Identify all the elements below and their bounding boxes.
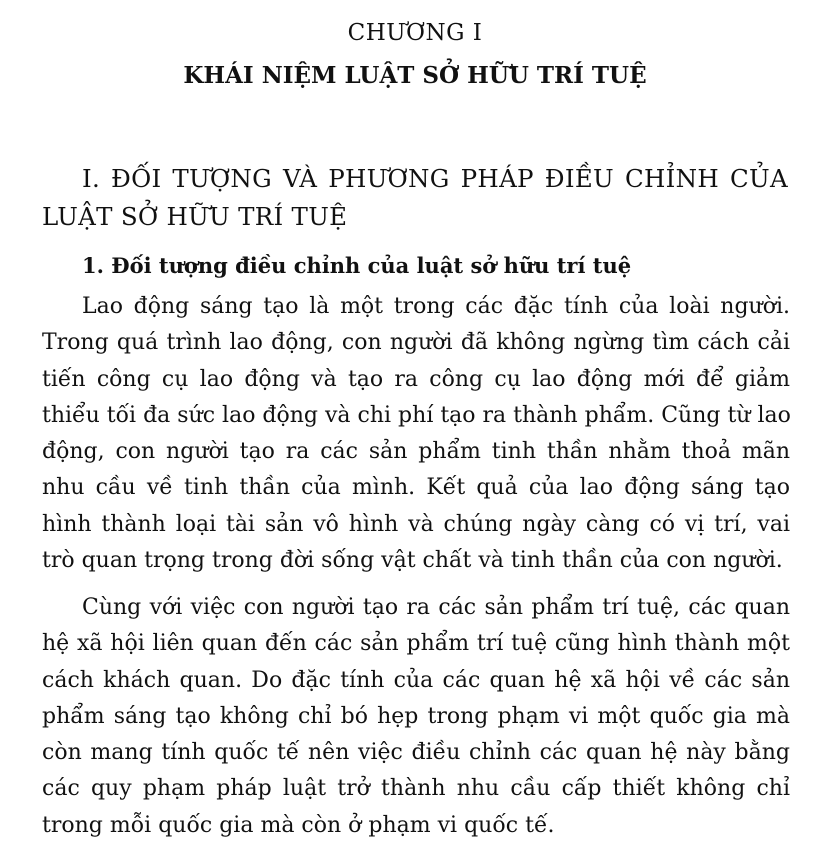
paragraph-line: tiến công cụ lao động và tạo ra công cụ lao động mới để giảm (42, 366, 790, 392)
paragraph-line: các quy phạm pháp luật trở thành nhu cầu cấp thiết không chỉ (42, 776, 790, 802)
section-heading-line-1: I. ĐỐI TƯỢNG VÀ PHƯƠNG PHÁP ĐIỀU CHỈNH CỦA (82, 164, 788, 193)
paragraph-line: nhu cầu về tinh thần của mình. Kết quả của lao động sáng tạo (42, 475, 790, 501)
paragraph-line: phẩm sáng tạo không chỉ bó hẹp trong phạm vi một quốc gia mà (42, 703, 790, 729)
subsection-heading: 1. Đối tượng điều chỉnh của luật sở hữu trí tuệ (82, 253, 632, 278)
paragraph-line: hệ xã hội liên quan đến các sản phẩm trí tuệ cũng hình thành một (42, 631, 790, 657)
section-heading (42, 160, 788, 236)
section-heading-line-2: LUẬT SỞ HỮU TRÍ TUỆ (42, 202, 348, 231)
paragraph-line: thiểu tối đa sức lao động và chi phí tạo ra thành phẩm. Cũng từ lao (42, 402, 791, 428)
chapter-label: CHƯƠNG I (347, 20, 483, 46)
paragraph-line: cách khách quan. Do đặc tính của các quan hệ xã hội về các sản (42, 667, 790, 693)
paragraph-2 (42, 590, 790, 844)
paragraph-line: trong mỗi quốc gia mà còn ở phạm vi quốc tế. (42, 812, 555, 838)
paragraph-line: động, con người tạo ra các sản phẩm tinh thần nhằm thoả mãn (42, 439, 790, 465)
paragraph-line: hình thành loại tài sản vô hình và chúng ngày càng có vị trí, vai (42, 511, 790, 537)
paragraph-line: Trong quá trình lao động, con người đã không ngừng tìm cách cải (42, 330, 790, 356)
paragraph-line: Cùng với việc con người tạo ra các sản phẩm trí tuệ, các quan (82, 595, 790, 620)
paragraph-line: trò quan trọng trong đời sống vật chất và tinh thần của con người. (42, 548, 783, 574)
chapter-title: KHÁI NIỆM LUẬT SỞ HỮU TRÍ TUỆ (183, 62, 647, 89)
paragraph-1 (42, 289, 790, 579)
paragraph-line: Lao động sáng tạo là một trong các đặc tính của loài người. (82, 294, 790, 319)
paragraph-line: còn mang tính quốc tế nên việc điều chỉnh các quan hệ này bằng (42, 740, 790, 766)
